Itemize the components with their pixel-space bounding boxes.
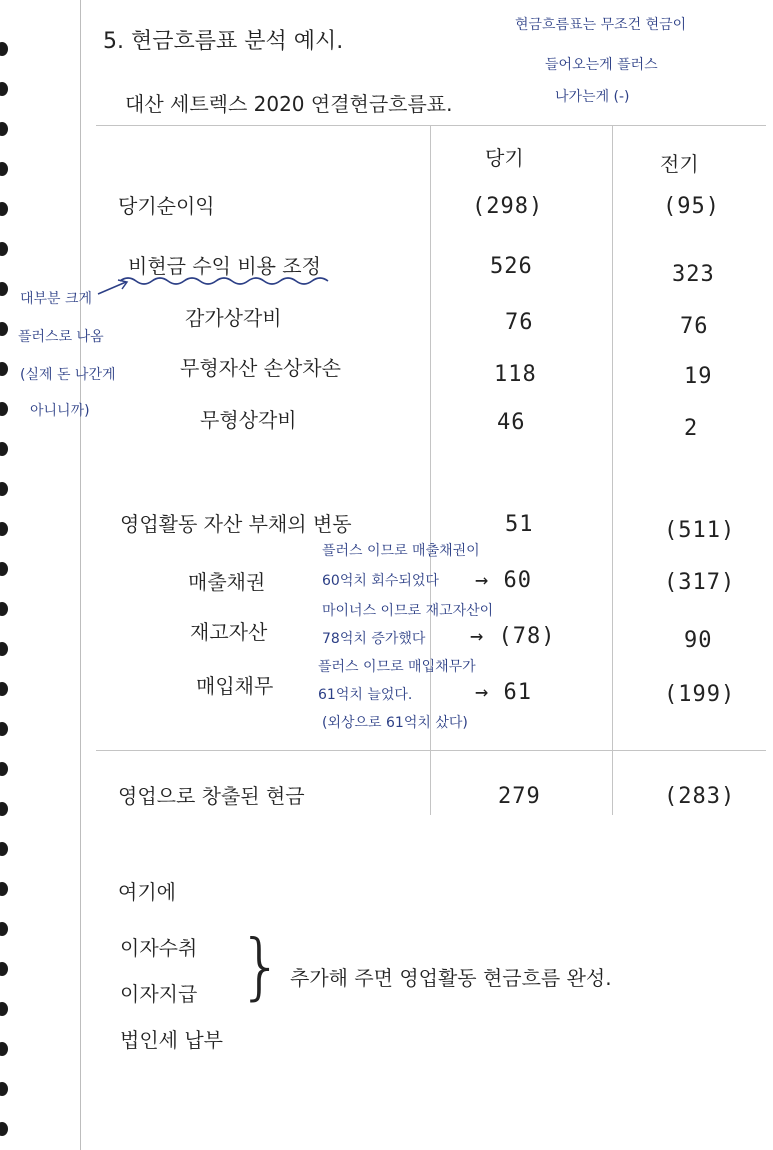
note-inventory-line-1: 마이너스 이므로 재고자산이 bbox=[322, 603, 494, 619]
row-current-payables: → 61 bbox=[475, 680, 532, 705]
note-left-line-3: (실제 돈 나간게 bbox=[20, 367, 116, 383]
note-top-line-2: 들어오는게 플러스 bbox=[545, 57, 658, 73]
row-label-wc-change: 영업활동 자산 부채의 변동 bbox=[120, 512, 352, 536]
row-label-inventory: 재고자산 bbox=[190, 620, 268, 644]
column-header-prior: 전기 bbox=[660, 152, 699, 176]
table-total-rule bbox=[96, 750, 766, 751]
margin-rule bbox=[80, 0, 81, 1150]
note-left-line-2: 플러스로 나옴 bbox=[18, 329, 104, 345]
footer-brace: } bbox=[238, 924, 284, 1008]
row-prior-noncash-adj: 323 bbox=[672, 262, 715, 287]
column-divider-prior bbox=[612, 125, 613, 815]
table-top-rule bbox=[96, 125, 766, 126]
row-prior-depreciation: 76 bbox=[680, 314, 709, 339]
row-prior-operating-cf: (283) bbox=[664, 784, 736, 809]
row-current-receivables: → 60 bbox=[475, 568, 532, 593]
footer-intro: 여기에 bbox=[118, 880, 176, 904]
row-prior-receivables: (317) bbox=[664, 570, 736, 595]
row-prior-inventory: 90 bbox=[684, 628, 713, 653]
column-header-current: 당기 bbox=[485, 146, 524, 170]
row-label-amortization: 무형상각비 bbox=[200, 408, 297, 432]
note-top-line-1: 현금흐름표는 무조건 현금이 bbox=[515, 17, 687, 33]
footer-item-interest-paid: 이자지급 bbox=[120, 982, 198, 1006]
footer-item-interest-received: 이자수취 bbox=[120, 936, 198, 960]
row-label-noncash-adj: 비현금 수익 비용 조정 bbox=[128, 254, 321, 278]
row-prior-wc-change: (511) bbox=[664, 518, 736, 543]
row-label-payables: 매입채무 bbox=[196, 674, 274, 698]
row-prior-intangible-impairment: 19 bbox=[684, 364, 713, 389]
note-payables-line-2: 61억치 늘었다. bbox=[318, 687, 413, 703]
row-current-net-income: (298) bbox=[472, 194, 544, 219]
row-current-amortization: 46 bbox=[497, 410, 526, 435]
row-current-noncash-adj: 526 bbox=[490, 254, 533, 279]
page-heading: 5. 현금흐름표 분석 예시. bbox=[103, 29, 344, 54]
row-current-intangible-impairment: 118 bbox=[494, 362, 537, 387]
row-prior-amortization: 2 bbox=[684, 416, 699, 441]
note-arrow-icon bbox=[96, 276, 136, 298]
row-label-operating-cf: 영업으로 창출된 현금 bbox=[118, 784, 305, 808]
table-title: 대산 세트렉스 2020 연결현금흐름표. bbox=[125, 92, 453, 116]
note-left-line-1: 대부분 크게 bbox=[20, 291, 93, 307]
row-label-receivables: 매출채권 bbox=[188, 570, 266, 594]
note-receivables-line-1: 플러스 이므로 매출채권이 bbox=[322, 543, 480, 559]
row-current-inventory: → (78) bbox=[470, 624, 556, 649]
note-payables-line-3: (외상으로 61억치 샀다) bbox=[322, 715, 468, 731]
row-label-intangible-impairment: 무형자산 손상차손 bbox=[180, 356, 341, 380]
row-label-depreciation: 감가상각비 bbox=[185, 306, 282, 330]
note-top-line-3: 나가는게 (-) bbox=[555, 89, 630, 105]
note-inventory-line-2: 78억치 증가했다 bbox=[322, 631, 426, 647]
row-current-wc-change: 51 bbox=[505, 512, 534, 537]
footer-conclusion: 추가해 주면 영업활동 현금흐름 완성. bbox=[290, 966, 612, 990]
footer-item-income-tax: 법인세 납부 bbox=[120, 1028, 223, 1052]
row-prior-payables: (199) bbox=[664, 682, 736, 707]
row-label-net-income: 당기순이익 bbox=[118, 194, 215, 218]
note-payables-line-1: 플러스 이므로 매입채무가 bbox=[318, 659, 476, 675]
row-current-operating-cf: 279 bbox=[498, 784, 541, 809]
binder-holes bbox=[0, 0, 14, 1150]
row-current-depreciation: 76 bbox=[505, 310, 534, 335]
row-prior-net-income: (95) bbox=[663, 194, 720, 219]
wavy-underline bbox=[118, 274, 338, 288]
note-receivables-line-2: 60억치 회수되었다 bbox=[322, 573, 439, 589]
note-left-line-4: 아니니까) bbox=[30, 403, 90, 419]
